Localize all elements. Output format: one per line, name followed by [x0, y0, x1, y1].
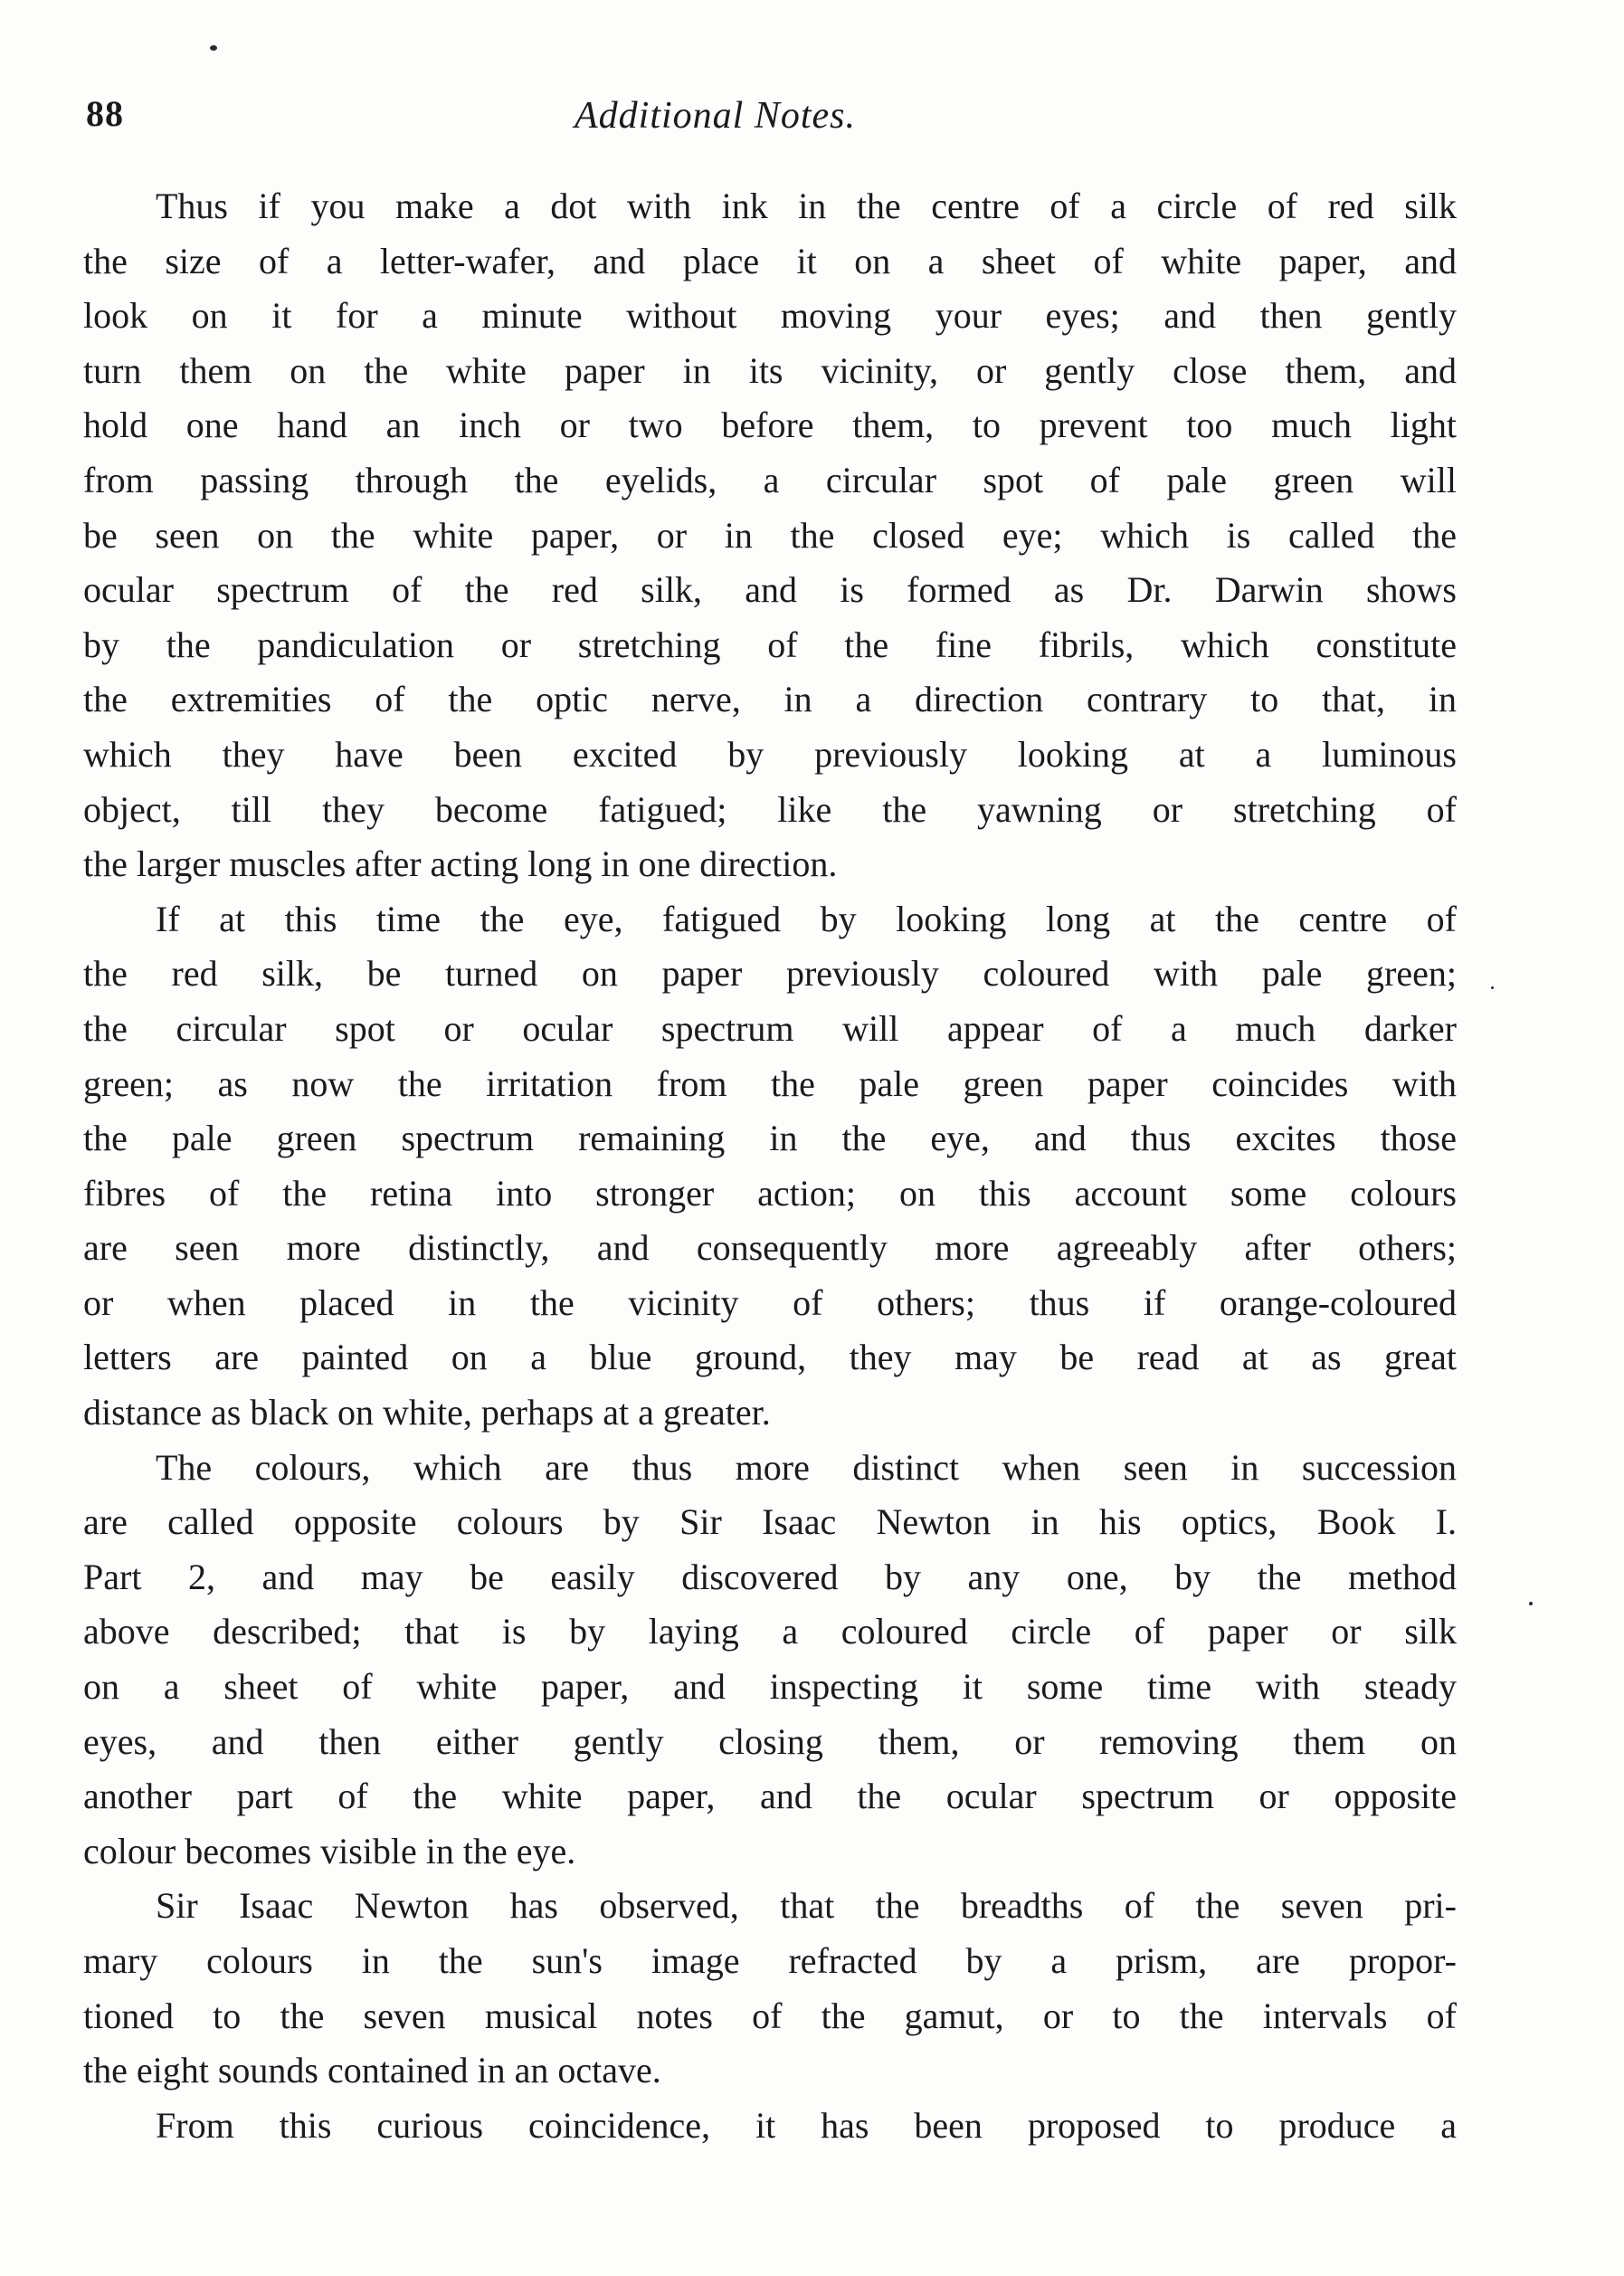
text-line: Part 2, and may be easily discovered by any one, by the method	[83, 1556, 1457, 1597]
ink-speck	[1529, 1602, 1533, 1605]
text-line: the extremities of the optic nerve, in a direction contrary to that, in	[83, 679, 1457, 720]
text-line: If at this time the eye, fatigued by looking long at the centre of	[156, 898, 1457, 939]
text-line: eyes, and then either gently closing them, or removing them on	[83, 1720, 1457, 1762]
text-line: letters are painted on a blue ground, they may be read at as great	[83, 1337, 1457, 1378]
text-line: From this curious coincidence, it has been proposed to produce a	[156, 2104, 1457, 2146]
text-line: above described; that is by laying a coloured circle of paper or silk	[83, 1611, 1457, 1652]
text-line: the red silk, be turned on paper previously coloured with pale green;	[83, 953, 1457, 995]
text-line: the larger muscles after acting long in one direction.	[83, 843, 838, 885]
page-header	[86, 92, 1461, 147]
text-line: or when placed in the vicinity of others; thus if orange-coloured	[83, 1281, 1457, 1323]
text-line: the pale green spectrum remaining in the eye, and thus excites those	[83, 1118, 1457, 1159]
text-line: Thus if you make a dot with ink in the centre of a circle of red silk	[156, 186, 1457, 226]
text-line: object, till they become fatigued; like the yawning or stretching of	[83, 788, 1457, 830]
text-line: ocular spectrum of the red silk, and is formed as Dr. Darwin shows	[83, 569, 1457, 611]
running-title: Additional Notes.	[575, 95, 856, 137]
text-line: green; as now the irritation from the pale green paper coincides with	[83, 1062, 1457, 1104]
page-number: 88	[86, 93, 124, 134]
paragraph-newton-prism	[83, 1879, 1457, 2098]
text-line: distance as black on white, perhaps at a greater.	[83, 1392, 771, 1433]
text-line: tioned to the seven musical notes of the gamut, or to the intervals of	[83, 1995, 1457, 2036]
text-line: The colours, which are thus more distinct when seen in succession	[156, 1446, 1457, 1488]
text-line: fibres of the retina into stronger action; on this account some colours	[83, 1172, 1457, 1214]
text-line: look on it for a minute without moving your eyes; and then gently	[83, 295, 1457, 337]
text-line: mary colours in the sun's image refracted by a prism, are propor-	[83, 1940, 1457, 1981]
text-line: the circular spot or ocular spectrum will appear of a much darker	[83, 1007, 1457, 1049]
text-line: from passing through the eyelids, a circular spot of pale green will	[83, 459, 1457, 500]
text-line: the size of a letter-wafer, and place it on a sheet of white paper, and	[83, 240, 1457, 281]
text-line: on a sheet of white paper, and inspecting it some time with steady	[83, 1666, 1457, 1708]
ink-speck	[1491, 986, 1494, 989]
text-line: the eight sounds contained in an octave.	[83, 2050, 661, 2091]
body-text	[83, 179, 1457, 2153]
paragraph-ocular-spectrum	[83, 179, 1457, 892]
text-line: which they have been excited by previously looking at a luminous	[83, 733, 1457, 775]
text-line: are called opposite colours by Sir Isaac Newton in his optics, Book I.	[83, 1501, 1457, 1543]
paragraph-opposite-colours	[83, 1441, 1457, 1880]
text-line: colour becomes visible in the eye.	[83, 1830, 576, 1871]
text-line: Sir Isaac Newton has observed, that the breadths of the seven pri-	[156, 1885, 1457, 1927]
text-line: be seen on the white paper, or in the closed eye; which is called the	[83, 514, 1457, 556]
text-line: by the pandiculation or stretching of the fine fibrils, which constitute	[83, 624, 1457, 665]
text-line: hold one hand an inch or two before them, to prevent too much light	[83, 405, 1457, 446]
text-line: turn them on the white paper in its vicinity, or gently close them, and	[83, 349, 1457, 391]
text-line: are seen more distinctly, and consequently more agreeably after others;	[83, 1227, 1457, 1269]
ink-speck	[210, 45, 217, 51]
paragraph-fatigued-eye	[83, 892, 1457, 1441]
paragraph-coincidence	[83, 2099, 1457, 2154]
text-line: another part of the white paper, and the ocular spectrum or opposite	[83, 1776, 1457, 1817]
